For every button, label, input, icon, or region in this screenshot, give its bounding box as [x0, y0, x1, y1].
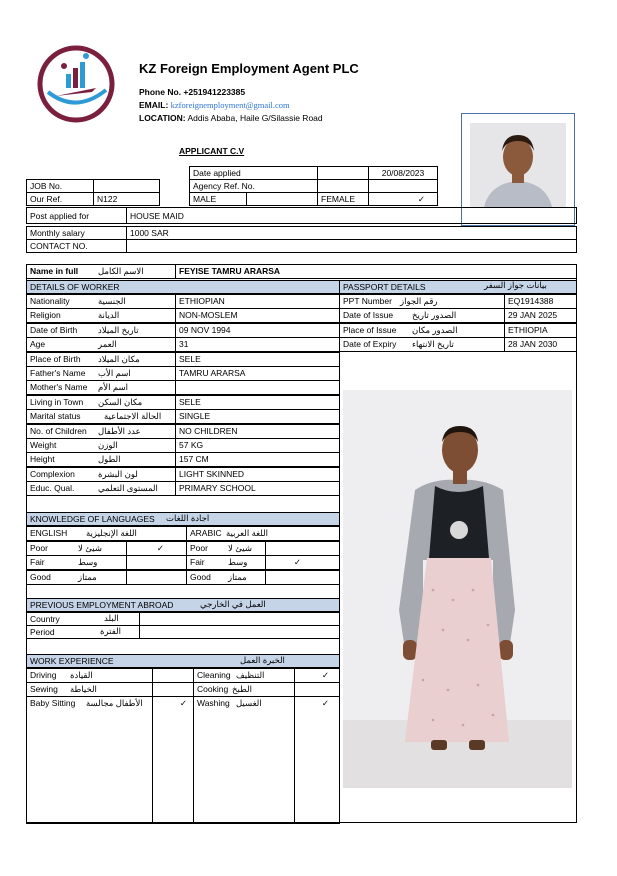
detail-label-ar: الديانة — [98, 310, 120, 321]
company-email: EMAIL: kzforeignemployment@gmail.com — [139, 100, 290, 110]
work-header: WORK EXPERIENCE — [26, 654, 340, 668]
job-no-label: JOB No. — [26, 179, 94, 193]
prev-country-ar: البلد — [104, 613, 119, 623]
salary-label: Monthly salary — [26, 226, 127, 240]
detail-label-ar: المستوى التعلمي — [98, 483, 158, 494]
detail-value: NON-MOSLEM — [175, 308, 340, 323]
detail-value: LIGHT SKINNED — [175, 467, 340, 482]
lang-ar-check — [265, 570, 340, 585]
prev-employment-header-ar: العمل في الخارجي — [200, 599, 266, 609]
company-logo — [36, 44, 116, 124]
applicant-photo-full — [343, 390, 572, 788]
detail-label-cell: Date of Birth — [26, 323, 176, 338]
lang-ar-check — [265, 541, 340, 556]
detail-label-ar: مكان الميلاد — [98, 353, 140, 364]
detail-label-cell: Place of Birth — [26, 352, 176, 367]
detail-label-cell: Complexion — [26, 467, 176, 482]
contact-value — [126, 239, 577, 253]
detail-label-cell: Height — [26, 452, 176, 467]
lang-en-level-label: Poor — [26, 541, 127, 556]
our-ref-label: Our Ref. — [26, 192, 94, 206]
work-right-label: Washing — [193, 696, 295, 824]
detail-label-ar: عدد الأطفال — [98, 425, 141, 436]
passport-label-cell: Date of Expiry — [339, 337, 505, 352]
work-right-ar: الطبخ — [232, 684, 252, 694]
work-left-ar: القيادة — [70, 670, 93, 680]
passport-label-ar: الصدور تاريخ — [412, 310, 457, 321]
work-right-label: Cleaning — [193, 668, 295, 683]
salary-value: 1000 SAR — [126, 226, 577, 240]
lang-ar-level-label: Good — [186, 570, 266, 585]
name-value: FEYISE TAMRU ARARSA — [175, 264, 577, 279]
detail-value: SELE — [175, 352, 340, 367]
languages-header: KNOWLEDGE OF LANGUAGES — [26, 512, 340, 526]
lang-en-level-label: Fair — [26, 555, 127, 570]
company-location: LOCATION: Addis Ababa, Haile G/Silassie Road — [139, 113, 323, 123]
detail-label-ar: اسم الأم — [98, 382, 128, 393]
company-phone: Phone No. +251941223385 — [139, 87, 246, 97]
lang-ar-level-ar: وسط — [228, 557, 248, 568]
detail-value: 157 CM — [175, 452, 340, 467]
name-label-cell: Name in full — [26, 264, 176, 279]
detail-value: SELE — [175, 395, 340, 410]
detail-label-cell: Educ. Qual. — [26, 481, 176, 496]
job-no-value — [93, 179, 160, 193]
detail-value: NO CHILDREN — [175, 424, 340, 439]
arabic-label: ARABIC — [186, 526, 340, 541]
contact-label: CONTACT NO. — [26, 239, 127, 253]
passport-header: PASSPORT DETAILS — [339, 280, 577, 294]
lang-ar-level-ar: شيئ لا — [228, 543, 252, 553]
detail-value: 57 KG — [175, 438, 340, 453]
detail-label-ar: اسم الأب — [98, 368, 131, 378]
passport-label-ar: الصدور مكان — [412, 324, 458, 335]
detail-label-ar: العمر — [98, 339, 117, 350]
work-right-ar: التنظيف — [236, 670, 265, 680]
female-label: FEMALE — [317, 192, 369, 206]
female-check: ✓ — [368, 192, 438, 206]
prev-period-ar: الفترة — [100, 626, 121, 636]
lang-ar-check: ✓ — [265, 555, 340, 570]
work-header-ar: الخبرة العمل — [240, 655, 285, 665]
lang-en-check — [126, 570, 187, 585]
detail-value: 09 NOV 1994 — [175, 323, 340, 338]
work-left-check: ✓ — [152, 696, 194, 824]
passport-header-ar: بيانات جواز السفر — [484, 280, 547, 290]
work-left-ar: الخياطة — [70, 684, 97, 694]
post-label: Post applied for — [26, 207, 127, 224]
passport-label-cell: Place of Issue — [339, 323, 505, 338]
work-left-label: Sewing — [26, 682, 153, 697]
detail-label-ar: لون البشرة — [98, 468, 138, 479]
passport-value: 28 JAN 2030 — [504, 337, 577, 352]
detail-label-ar: مكان السكن — [98, 396, 143, 407]
lang-ar-level-label: Poor — [186, 541, 266, 556]
work-right-check: ✓ — [294, 696, 340, 824]
detail-value: 31 — [175, 337, 340, 352]
work-left-label: Baby Sitting — [26, 696, 153, 824]
male-label: MALE — [189, 192, 247, 206]
prev-period-value — [139, 625, 340, 639]
prev-employment-header: PREVIOUS EMPLOYMENT ABROAD — [26, 598, 340, 612]
our-ref-value: N122 — [93, 192, 160, 206]
lang-en-check: ✓ — [126, 541, 187, 556]
lang-en-level-ar: ممتاز — [78, 571, 97, 582]
prev-period-label: Period — [26, 625, 140, 639]
prev-country-label: Country — [26, 612, 140, 626]
work-right-label: Cooking — [193, 682, 295, 697]
work-right-ar: الغسيل — [236, 698, 262, 708]
detail-label-cell: Living in Town — [26, 395, 176, 410]
passport-value: 29 JAN 2025 — [504, 308, 577, 323]
cv-title: APPLICANT C.V — [179, 146, 245, 156]
detail-label-cell: Weight — [26, 438, 176, 453]
work-left-check — [152, 682, 194, 697]
detail-label-cell: Marital status — [26, 409, 176, 424]
detail-label-cell: No. of Children — [26, 424, 176, 439]
detail-label-cell: Father's Name — [26, 366, 176, 381]
lang-en-check — [126, 555, 187, 570]
arabic-label-ar: اللغة العربية — [226, 528, 269, 538]
detail-value — [175, 380, 340, 395]
detail-label-cell: Nationality — [26, 294, 176, 309]
agency-ref-blank — [317, 179, 369, 193]
passport-label-cell: PPT Number — [339, 294, 505, 309]
work-right-check — [294, 682, 340, 697]
passport-value: ETHIOPIA — [504, 323, 577, 338]
detail-label-ar: تاريخ الميلاد — [98, 324, 139, 335]
work-left-ar: الأطفال مجالسة — [86, 698, 143, 708]
lang-ar-level-ar: ممتاز — [228, 571, 247, 582]
detail-value: TAMRU ARARSA — [175, 366, 340, 381]
detail-value: PRIMARY SCHOOL — [175, 481, 340, 496]
date-applied-label: Date applied — [189, 166, 318, 180]
detail-label-cell: Mother's Name — [26, 380, 176, 395]
lang-en-level-ar: شيئ لا — [78, 543, 102, 553]
male-check — [246, 192, 318, 206]
lang-en-level-ar: وسط — [78, 557, 98, 568]
english-label: ENGLISH — [26, 526, 187, 541]
passport-label-ar: تاريخ الانتهاء — [412, 339, 454, 350]
passport-value: EQ1914388 — [504, 294, 577, 309]
post-value: HOUSE MAID — [126, 207, 577, 224]
lang-ar-level-label: Fair — [186, 555, 266, 570]
agency-ref-value — [368, 179, 438, 193]
work-left-label: Driving — [26, 668, 153, 683]
company-name: KZ Foreign Employment Agent PLC — [139, 61, 359, 76]
detail-label-cell: Age — [26, 337, 176, 352]
detail-label-ar: الحالة الاجتماعية — [104, 411, 162, 422]
work-right-check: ✓ — [294, 668, 340, 683]
passport-label-cell: Date of Issue — [339, 308, 505, 323]
prev-country-value — [139, 612, 340, 626]
detail-label-ar: الوزن — [98, 440, 118, 450]
date-applied-blank — [317, 166, 369, 180]
detail-label-cell: Religion — [26, 308, 176, 323]
lang-en-level-label: Good — [26, 570, 127, 585]
english-label-ar: اللغة الإنجليزية — [86, 528, 137, 538]
agency-ref-label: Agency Ref. No. — [189, 179, 318, 193]
work-left-check — [152, 668, 194, 683]
detail-label-ar: الجنسية — [98, 296, 126, 306]
languages-header-ar: اجادة اللغات — [166, 513, 210, 523]
passport-label-ar: رقم الجواز — [400, 296, 438, 306]
detail-value: SINGLE — [175, 409, 340, 424]
detail-value: ETHIOPIAN — [175, 294, 340, 309]
date-applied-value: 20/08/2023 — [368, 166, 438, 180]
details-header: DETAILS OF WORKER — [26, 280, 340, 294]
name-label-ar: الاسم الكامل — [98, 266, 144, 276]
detail-label-ar: الطول — [98, 454, 121, 465]
